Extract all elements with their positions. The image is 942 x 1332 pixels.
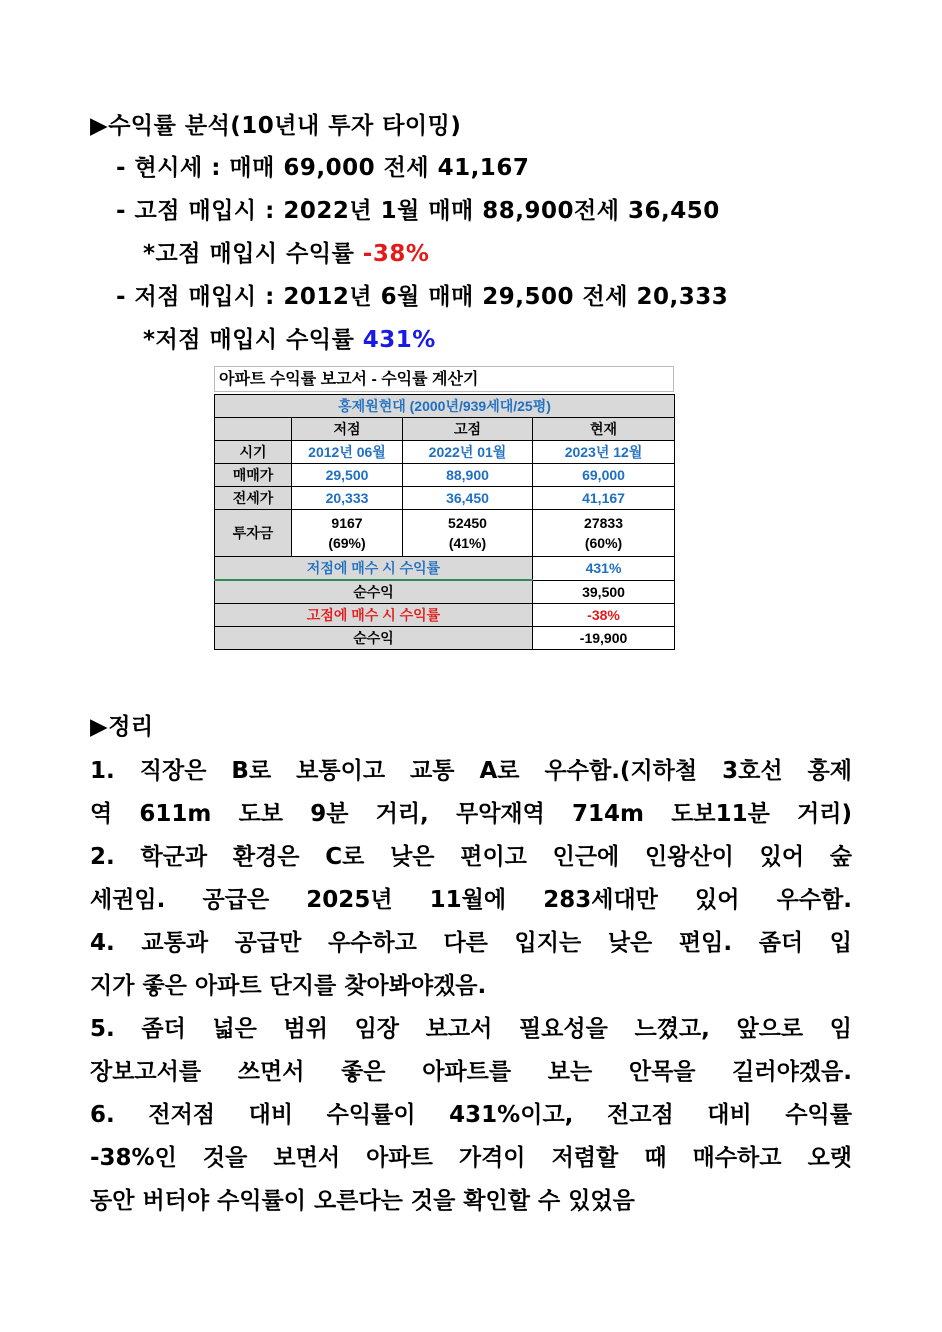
invest-now-amount: 27833 [584, 515, 623, 531]
summary-line: 1. 직장은 B로 보통이고 교통 A로 우수함.(지하철 3호선 홍제 [90, 758, 852, 784]
low-return-label: *저점 매입시 수익률 [143, 327, 363, 353]
analysis-heading: ▶수익률 분석(10년내 투자 타이밍) [90, 113, 462, 139]
low-return-note [143, 325, 436, 355]
low-net-label-cell: 순수익 [215, 580, 533, 604]
col-header-low: 저점 [292, 418, 403, 441]
invest-now-pct: (60%) [584, 535, 623, 551]
sale-high: 88,900 [403, 464, 533, 487]
summary-line: 역 611m 도보 9분 거리, 무악재역 714m 도보11분 거리) [90, 801, 852, 827]
invest-low-amount: 9167 [331, 515, 363, 531]
invest-now [533, 510, 675, 557]
period-high: 2022년 01월 [403, 441, 533, 464]
jeonse-low: 20,333 [292, 487, 403, 510]
low-net-value-cell: 39,500 [533, 580, 675, 604]
row-label-period: 시기 [215, 441, 292, 464]
current-price-line: - 현시세 : 매매 69,000 전세 41,167 [116, 155, 530, 181]
high-net-label-cell: 순수익 [215, 627, 533, 650]
high-net-value-cell: -19,900 [533, 627, 675, 650]
return-report-table [214, 366, 674, 660]
low-return-label-cell: 저점에 매수 시 수익률 [215, 557, 533, 581]
summary-line: 6. 전저점 대비 수익률이 431%이고, 전고점 대비 수익률 [90, 1102, 852, 1128]
invest-high-amount: 52450 [448, 515, 487, 531]
report-subtitle: 홍제원현대 (2000년/939세대/25평) [215, 395, 675, 418]
high-return-label: *고점 매입시 수익률 [143, 241, 363, 267]
row-label-sale: 매매가 [215, 464, 292, 487]
col-header-now: 현재 [533, 418, 675, 441]
jeonse-high: 36,450 [403, 487, 533, 510]
summary-line: 4. 교통과 공급만 우수하고 다른 입지는 낮은 편임. 좀더 입 [90, 930, 852, 956]
jeonse-now: 41,167 [533, 487, 675, 510]
row-label-invest: 투자금 [215, 510, 292, 557]
summary-line: -38%인 것을 보면서 아파트 가격이 저렴할 때 매수하고 오랫 [90, 1145, 852, 1171]
summary-heading: ▶정리 [90, 714, 154, 740]
high-return-note [143, 239, 429, 269]
summary-line: 동안 버터야 수익률이 오른다는 것을 확인할 수 있었음 [90, 1188, 635, 1214]
invest-high [403, 510, 533, 557]
invest-low-pct: (69%) [328, 535, 366, 551]
col-header-high: 고점 [403, 418, 533, 441]
low-purchase-line: - 저점 매입시 : 2012년 6월 매매 29,500 전세 20,333 [116, 284, 729, 310]
invest-high-pct: (41%) [448, 535, 487, 551]
row-label-jeonse: 전세가 [215, 487, 292, 510]
summary-line: 장보고서를 쓰면서 좋은 아파트를 보는 안목을 길러야겠음. [90, 1059, 852, 1085]
invest-low [292, 510, 403, 557]
report-grid [214, 394, 675, 650]
high-return-value-cell: -38% [533, 604, 675, 627]
report-title: 아파트 수익률 보고서 - 수익률 계산기 [214, 366, 674, 392]
low-return-value-cell: 431% [533, 557, 675, 581]
period-now: 2023년 12월 [533, 441, 675, 464]
summary-body [90, 750, 852, 1223]
high-purchase-line: - 고점 매입시 : 2022년 1월 매매 88,900전세 36,450 [116, 198, 720, 224]
period-low: 2012년 06월 [292, 441, 403, 464]
summary-line: 5. 좀더 넓은 범위 임장 보고서 필요성을 느꼈고, 앞으로 임 [90, 1016, 852, 1042]
low-return-value: 431% [362, 327, 436, 353]
summary-line: 지가 좋은 아파트 단지를 찾아봐야겠음. [90, 973, 487, 999]
sale-low: 29,500 [292, 464, 403, 487]
high-return-value: -38% [362, 241, 430, 267]
sale-now: 69,000 [533, 464, 675, 487]
high-return-label-cell: 고점에 매수 시 수익률 [215, 604, 533, 627]
summary-line: 세권임. 공급은 2025년 11월에 283세대만 있어 우수함. [90, 887, 852, 913]
summary-line: 2. 학군과 환경은 C로 낮은 편이고 인근에 인왕산이 있어 숲 [90, 844, 852, 870]
corner-cell [215, 418, 292, 441]
